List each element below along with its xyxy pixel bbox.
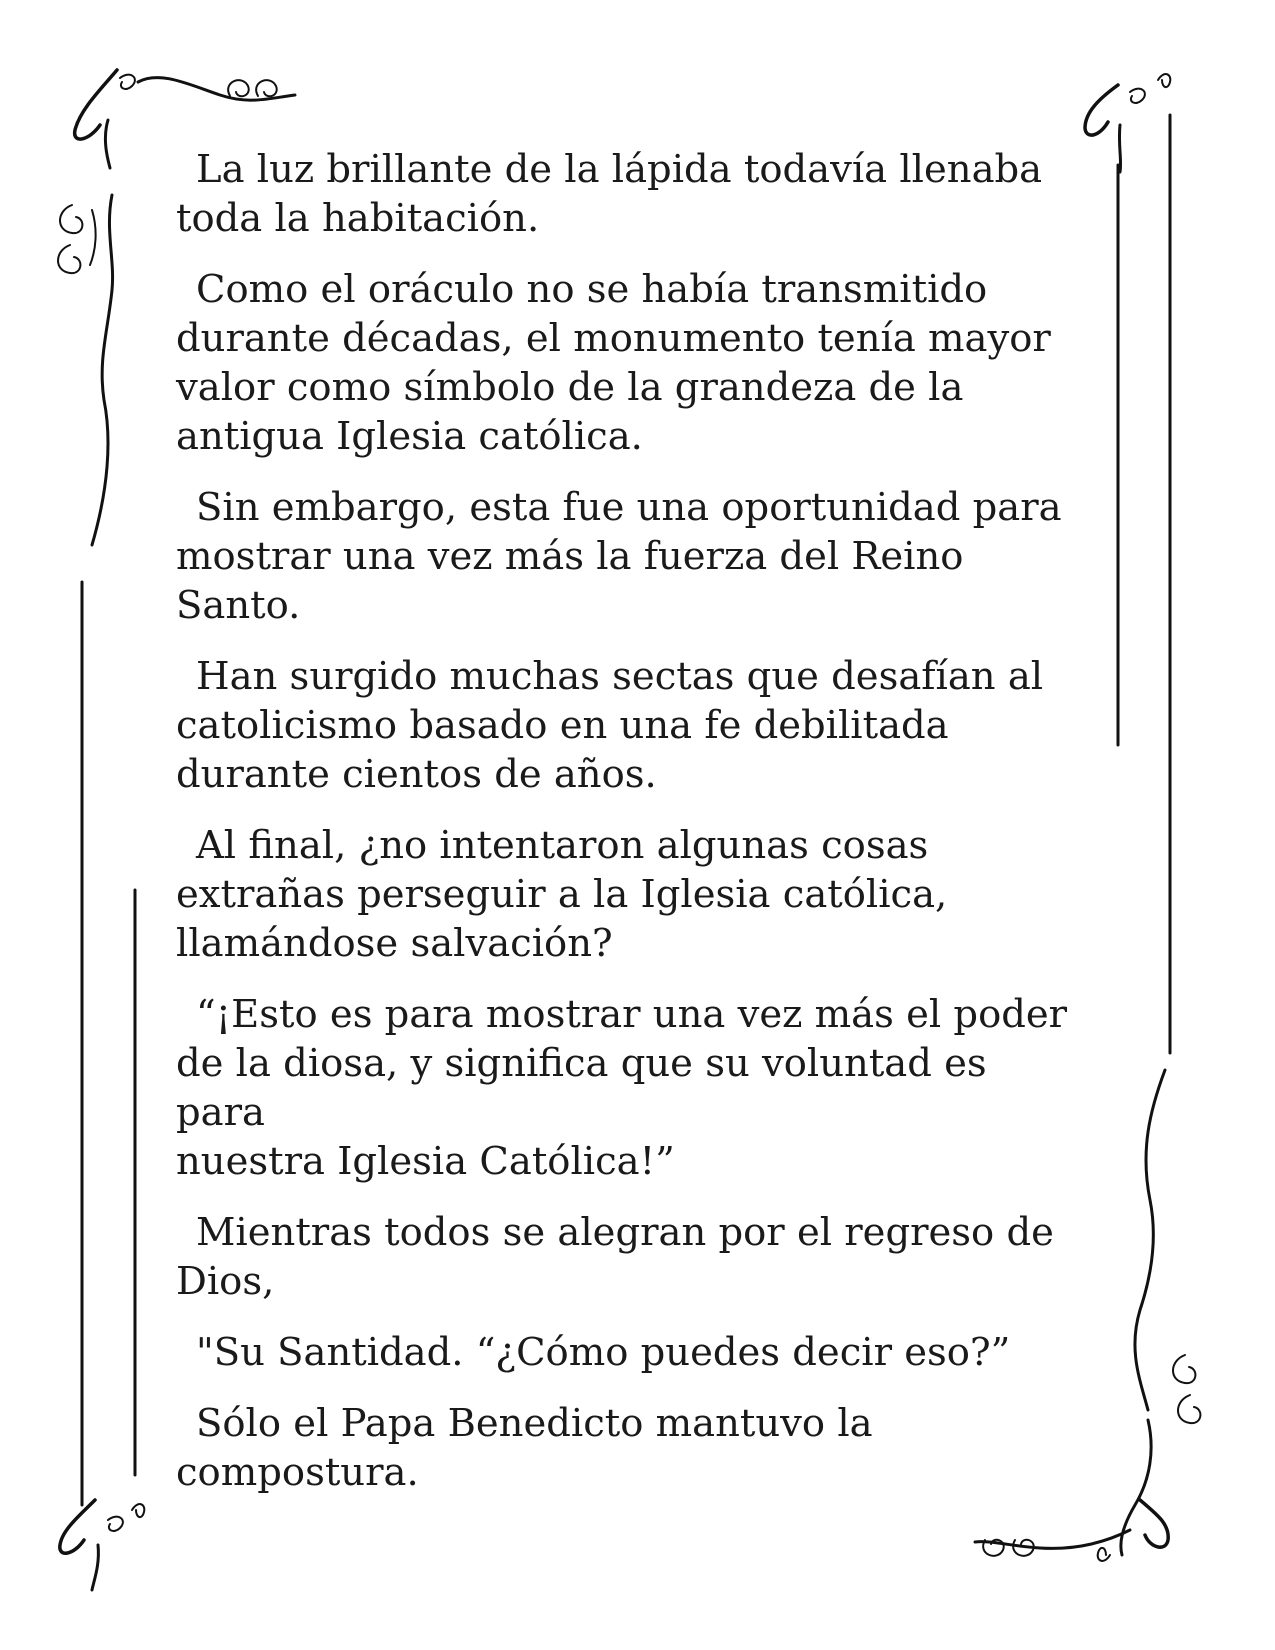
paragraph (176, 145, 1076, 243)
paragraph (176, 483, 1076, 630)
text-line: durante décadas, el monumento tenía mayor (176, 316, 1051, 361)
paragraph (176, 1399, 1076, 1497)
text-line: nuestra Iglesia Católica!” (176, 1139, 675, 1184)
text-line: catolicismo basado en una fe debilitada (176, 703, 949, 748)
text-line: Han surgido muchas sectas que desafían al (196, 654, 1044, 699)
text-line: compostura. (176, 1450, 419, 1495)
paragraph (176, 652, 1076, 799)
paragraph (176, 1208, 1076, 1306)
text-line: Al final, ¿no intentaron algunas cosas (196, 823, 929, 868)
paragraph (176, 821, 1076, 968)
paragraph (176, 990, 1076, 1186)
text-line: antigua Iglesia católica. (176, 414, 643, 459)
text-line: Mientras todos se alegran por el regreso de (196, 1210, 1054, 1255)
text-line: durante cientos de años. (176, 752, 657, 797)
text-line: llamándose salvación? (176, 921, 613, 966)
paragraph (176, 265, 1076, 461)
bottom-left-flourish (60, 1500, 95, 1553)
text-line: extrañas perseguir a la Iglesia católica, (176, 872, 948, 917)
text-line: Dios, (176, 1259, 275, 1304)
text-line: mostrar una vez más la fuerza del Reino (176, 534, 964, 579)
text-line: Santo. (176, 583, 301, 628)
text-line: valor como símbolo de la grandeza de la (176, 365, 964, 410)
top-right-flourish (1085, 85, 1118, 135)
text-line: Como el oráculo no se había transmitido (196, 267, 988, 312)
text-line: La luz brillante de la lápida todavía llenaba (196, 147, 1043, 192)
text-line: de la diosa, y significa que su voluntad es para (176, 1041, 987, 1135)
paragraph (176, 1328, 1076, 1377)
text-line: toda la habitación. (176, 196, 540, 241)
top-left-flourish (138, 78, 295, 101)
story-text (176, 145, 1076, 1519)
text-line: "Su Santidad. “¿Cómo puedes decir eso?” (196, 1330, 1011, 1375)
text-line: “¡Esto es para mostrar una vez más el poder (196, 992, 1068, 1037)
bottom-right-flourish (1135, 1070, 1165, 1410)
text-line: Sin embargo, esta fue una oportunidad para (196, 485, 1062, 530)
text-line: Sólo el Papa Benedicto mantuvo la (196, 1401, 873, 1446)
